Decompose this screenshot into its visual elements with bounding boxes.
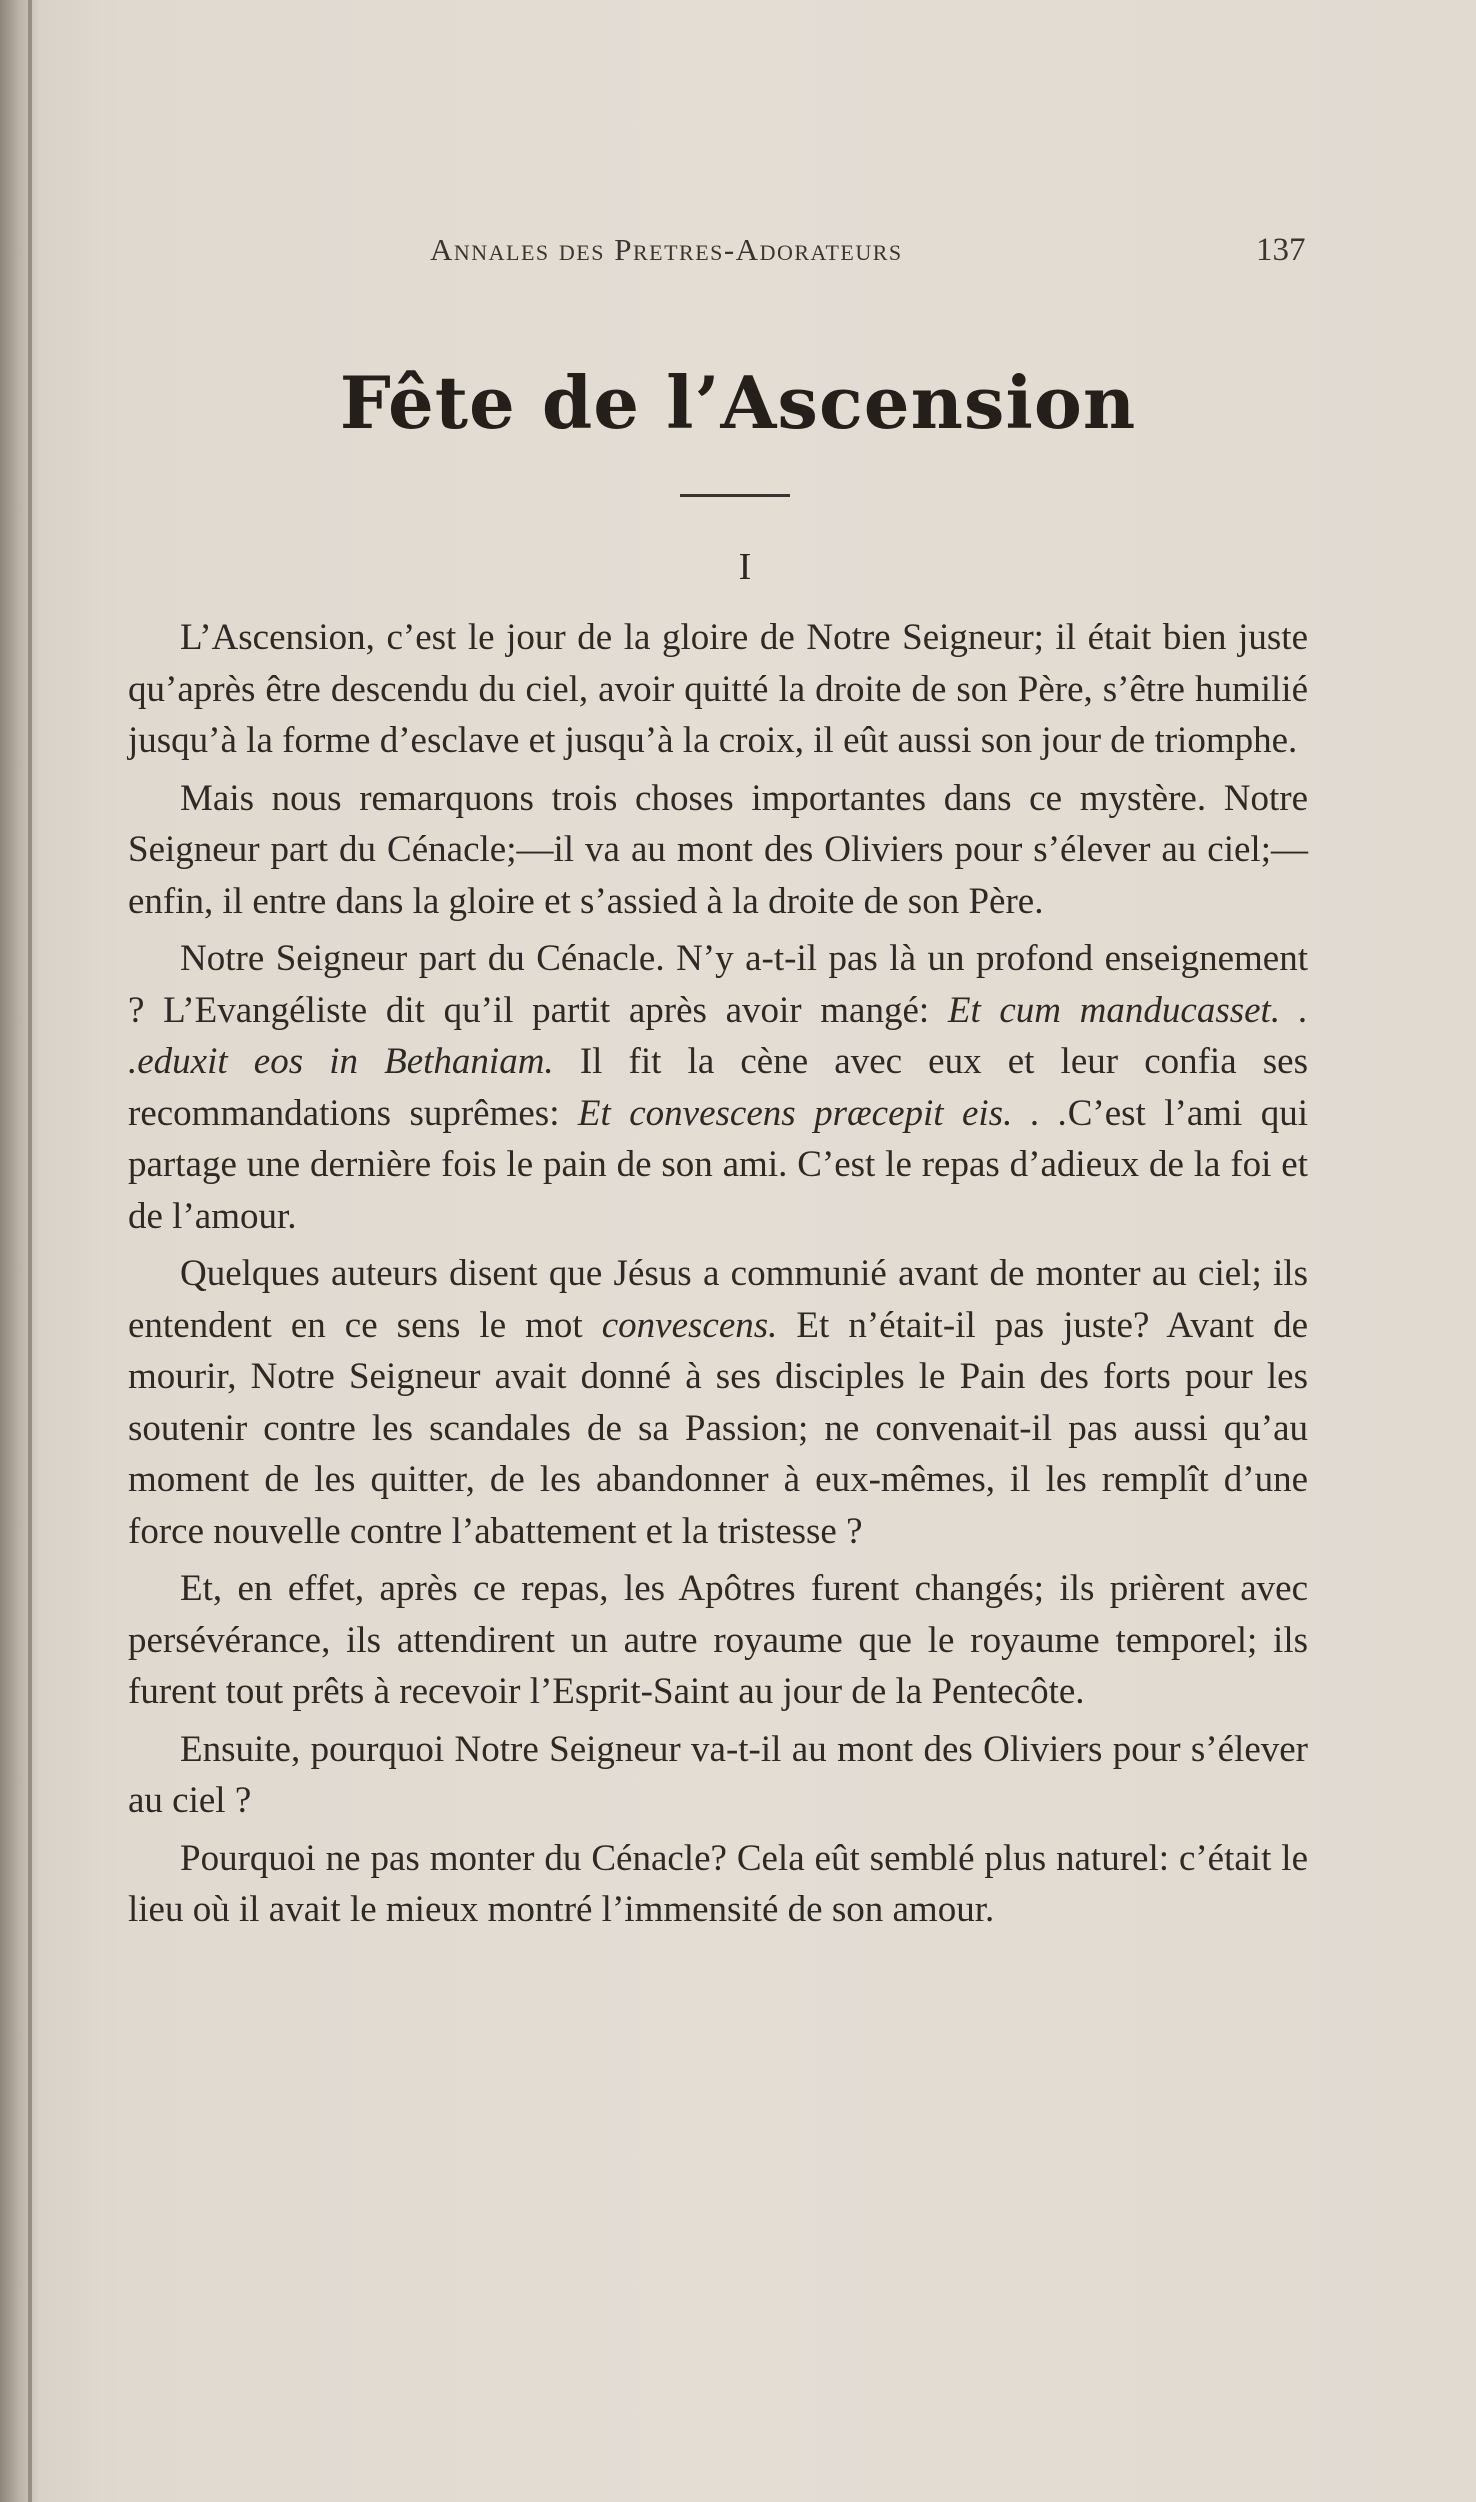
- paragraph: [128, 1724, 1308, 1827]
- paragraph-text: Il fit la cène avec eux et leur confia ses recommandations suprêmes:: [128, 1041, 1308, 1134]
- section-numeral: I: [738, 546, 752, 588]
- paragraph-text: Notre Seigneur part du Cénacle. N’y a-t-il pas là un profond enseignement ? L’Evangéliste dit qu’il partit après avoir mangé:: [128, 938, 1308, 1031]
- paragraph-text: Et, en effet, après ce repas, les Apôtres furent changés; ils prièrent avec persévérance, ils attendirent un autre royaume que le royaume temporel; ils furent tout prêts à recevoir l’Esprit-Saint au jour de la Pentecôte.: [128, 1568, 1308, 1712]
- title-rule: [680, 494, 790, 497]
- paragraph: [128, 1563, 1308, 1718]
- paragraph: [128, 1248, 1308, 1557]
- article-body: [128, 612, 1308, 1942]
- paragraph-text: Quelques auteurs disent que Jésus a communié avant de monter au ciel; ils entendent en ce sens le mot: [128, 1253, 1308, 1346]
- paragraph-text: L’Ascension, c’est le jour de la gloire de Notre Seigneur; il était bien juste qu’après être descendu du ciel, avoir quitté la droite de son Père, s’être humilié jusqu’à la forme d’esclave et jusqu’à la croix, il eût aussi son jour de triomphe.: [128, 617, 1308, 761]
- paragraph-text: C’est l’ami qui partage une dernière fois le pain de son ami. C’est le repas d’adieux de la foi et de l’amour.: [128, 1092, 1309, 1237]
- paragraph-text: Pourquoi ne pas monter du Cénacle? Cela eût semblé plus naturel: c’était le lieu où il avait le mieux montré l’immensité de son amour.: [128, 1837, 1308, 1930]
- italic-latin-quote: convescens.: [601, 1304, 778, 1346]
- paragraph: [128, 773, 1308, 928]
- article-title: Fête de l’Ascension: [339, 360, 1137, 445]
- paragraph: [128, 933, 1308, 1242]
- page-number: 137: [1256, 232, 1306, 268]
- paragraph: [128, 612, 1308, 767]
- paragraph: [128, 1833, 1308, 1936]
- paragraph-text: Mais nous remarquons trois choses importantes dans ce mystère. Notre Seigneur part du Cénacle;—il va au mont des Oliviers pour s’élever au ciel;—enfin, il entre dans la gloire et s’assied à la droite de son Père.: [128, 777, 1308, 922]
- italic-latin-quote: Et convescens præcepit eis. . .: [577, 1092, 1068, 1134]
- italic-latin-quote: Et cum manducasset. . .eduxit eos in Bethaniam.: [128, 989, 1308, 1082]
- paragraph-text: Et n’était-il pas juste? Avant de mourir, Notre Seigneur avait donné à ses disciples le Pain des forts pour les soutenir contre les scandales de sa Passion; ne convenait-il pas aussi qu’au moment de les quitter, de les abandonner à eux-mêmes, il les remplît d’une force nouvelle contre l’abattement et la tristesse ?: [128, 1304, 1309, 1552]
- running-head: Annales des Pretres-Adorateurs: [430, 232, 903, 267]
- paragraph-text: Ensuite, pourquoi Notre Seigneur va-t-il au mont des Oliviers pour s’élever au ciel ?: [128, 1728, 1308, 1821]
